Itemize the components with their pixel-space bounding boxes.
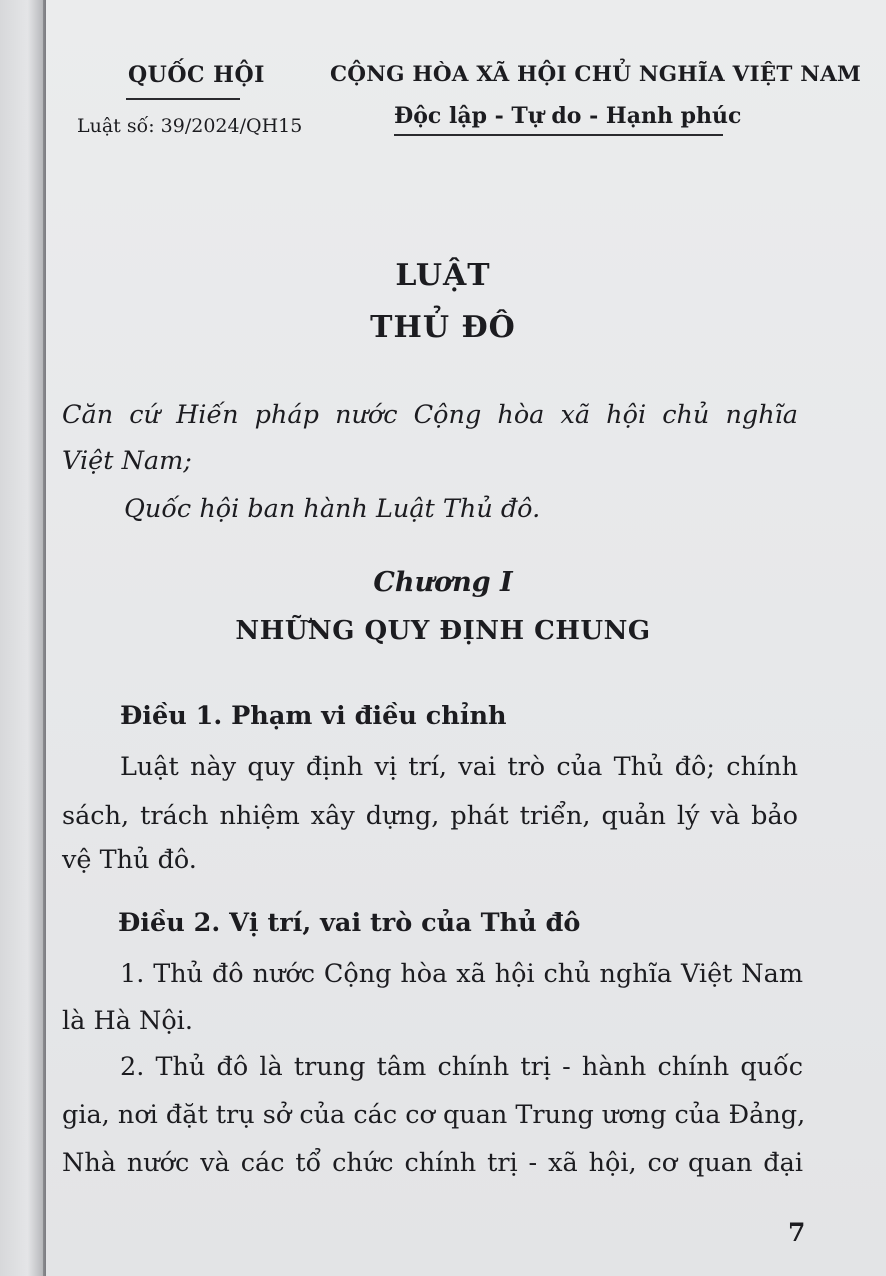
article-2-clause-2-line-3: Nhà nước và các tổ chức chính trị - xã hội, cơ quan đại xyxy=(62,1148,803,1178)
article-1-heading: Điều 1. Phạm vi điều chỉnh xyxy=(120,701,507,731)
law-number: Luật số: 39/2024/QH15 xyxy=(77,115,303,137)
chapter-number: Chương I xyxy=(373,567,513,598)
motto-underline xyxy=(394,134,723,136)
republic-name: CỘNG HÒA XÃ HỘI CHỦ NGHĨA VIỆT NAM xyxy=(330,62,861,87)
national-motto: Độc lập - Tự do - Hạnh phúc xyxy=(394,103,742,129)
preamble-line-2: Việt Nam; xyxy=(62,446,192,476)
article-2-heading: Điều 2. Vị trí, vai trò của Thủ đô xyxy=(118,908,581,938)
chapter-title: NHỮNG QUY ĐỊNH CHUNG xyxy=(235,616,651,646)
article-2-clause-2-line-1: 2. Thủ đô là trung tâm chính trị - hành chính quốc xyxy=(120,1052,803,1082)
article-2-clause-1-line-2: là Hà Nội. xyxy=(62,1006,193,1036)
article-1-line-1: Luật này quy định vị trí, vai trò của Thủ đô; chính xyxy=(120,752,798,782)
document-type-title: LUẬT xyxy=(395,258,491,293)
preamble-line-1: Căn cứ Hiến pháp nước Cộng hòa xã hội chủ nghĩa xyxy=(62,400,798,430)
law-title: THỦ ĐÔ xyxy=(370,310,516,345)
article-2-clause-2-line-2: gia, nơi đặt trụ sở của các cơ quan Trung ương của Đảng, xyxy=(62,1100,806,1130)
preamble-line-3: Quốc hội ban hành Luật Thủ đô. xyxy=(124,494,541,524)
article-1-line-3: vệ Thủ đô. xyxy=(62,845,197,875)
article-1-line-2: sách, trách nhiệm xây dựng, phát triển, quản lý và bảo xyxy=(62,801,798,831)
issuer-name: QUỐC HỘI xyxy=(128,62,265,88)
issuer-underline xyxy=(126,98,240,100)
article-2-clause-1-line-1: 1. Thủ đô nước Cộng hòa xã hội chủ nghĩa Việt Nam xyxy=(120,959,803,989)
page-number: 7 xyxy=(788,1218,806,1247)
